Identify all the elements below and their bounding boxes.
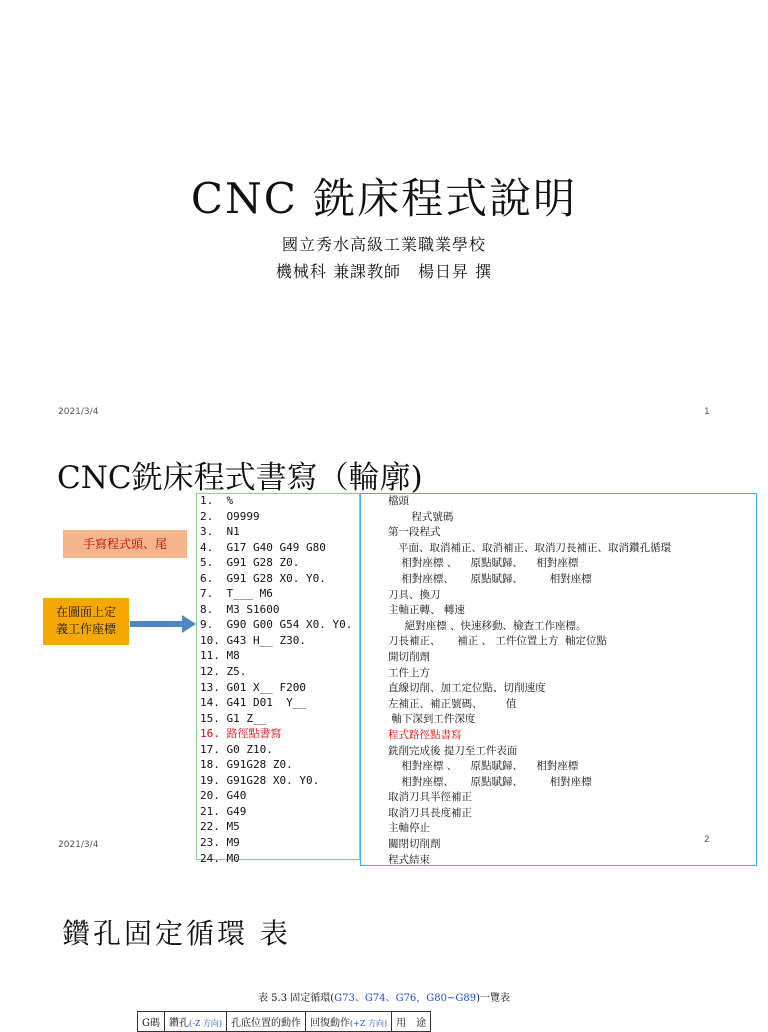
program-line: 7. T___ M6 xyxy=(200,587,273,601)
program-list xyxy=(200,493,352,866)
note-line: 第一段程式 xyxy=(388,526,441,539)
slide1-date: 2021/3/4 xyxy=(58,407,99,417)
program-line: 19. G91G28 X0. Y0. xyxy=(200,773,320,787)
slide1-author: 機械科 兼課教師 楊日昇 撰 xyxy=(275,262,493,281)
callout-program-head-tail: 手寫程式頭、尾 xyxy=(63,530,187,558)
program-line: 9. G90 G00 G54 X0. Y0. xyxy=(200,618,353,632)
note-line: 開切削劑 xyxy=(388,650,430,663)
program-line: 5. G91 G28 Z0. xyxy=(200,556,300,570)
program-line: 18. G91G28 Z0. xyxy=(200,758,293,772)
caption-suffix: )一覽表 xyxy=(476,993,511,1004)
program-line: 6. G91 G28 X0. Y0. xyxy=(200,571,326,585)
table-header-text: G碼 xyxy=(142,1018,160,1029)
program-line: 2. O9999 xyxy=(200,509,260,523)
callout-coord-line1: 在圖面上定 xyxy=(55,605,116,619)
program-line: 4. G17 G40 G49 G80 xyxy=(200,540,326,554)
note-line: 關閉切削劑 xyxy=(388,838,441,851)
callout-coord-line2: 義工作座標 xyxy=(55,622,116,636)
table-header-direction: (-Z 方向) xyxy=(189,1019,223,1028)
program-line: 13. G01 X__ F200 xyxy=(200,680,306,694)
note-line: 相對座標、 原點賦歸、 相對座標 xyxy=(388,572,592,585)
program-line: 10. G43 H__ Z30. xyxy=(200,633,306,647)
table-header-text: 用 途 xyxy=(396,1018,427,1029)
program-line: 8. M3 S1600 xyxy=(200,602,280,616)
note-line: 程式路徑點書寫 xyxy=(388,728,462,741)
table-caption xyxy=(0,989,768,1004)
note-line: 取消刀具半徑補正 xyxy=(388,791,472,804)
slide2-date: 2021/3/4 xyxy=(58,840,99,850)
table-header-cell xyxy=(306,1012,392,1032)
canned-cycle-table xyxy=(137,1011,431,1032)
note-line: 程式結束 xyxy=(388,853,430,866)
note-line: 軸下深到工件深度 xyxy=(388,713,476,726)
table-header-text: 孔底位置的動作 xyxy=(231,1018,302,1029)
table-header-text: 回復動作 xyxy=(310,1018,351,1029)
note-line: 取消刀具長度補正 xyxy=(388,806,472,819)
note-line: 銑削完成後 提刀至工件表面 xyxy=(388,744,518,757)
slide1-title: CNC 銑床程式說明 xyxy=(190,174,578,223)
note-line: 程式號碼 xyxy=(388,510,454,523)
note-line: 直線切削、加工定位點、切削速度 xyxy=(388,682,546,695)
slide1-school: 國立秀水高級工業職業學校 xyxy=(281,235,486,254)
slide2-title: CNC銑床程式書寫（輪廓) xyxy=(57,460,423,496)
program-line: 23. M9 xyxy=(200,836,240,850)
table-header-row xyxy=(138,1012,431,1032)
arrow-right-icon xyxy=(130,612,196,636)
caption-prefix: 表 5.3 固定循環( xyxy=(257,993,335,1004)
table-header-cell xyxy=(227,1012,306,1032)
note-line: 主軸正轉、 轉速 xyxy=(388,604,465,617)
program-line: 1. % xyxy=(200,494,234,507)
table-header-cell xyxy=(138,1012,165,1032)
program-line: 21. G49 xyxy=(200,804,247,818)
note-line: 相對座標 、 原點賦歸、 相對座標 xyxy=(388,760,579,773)
program-line: 16. 路徑點書寫 xyxy=(200,727,282,741)
note-line: 刀具、換刀 xyxy=(388,588,441,601)
note-line: 平面、取消補正、取消補正、取消刀長補正、取消鑽孔循環 xyxy=(388,541,672,554)
program-line: 12. Z5. xyxy=(200,665,247,679)
program-line: 17. G0 Z10. xyxy=(200,742,273,756)
note-line: 左補正、補正號碼、 值 xyxy=(388,697,517,710)
program-line: 15. G1 Z__ xyxy=(200,711,267,725)
note-line: 主軸停止 xyxy=(388,822,430,835)
table-header-cell xyxy=(165,1012,227,1032)
slide2-page-number: 2 xyxy=(704,835,710,845)
table-header-cell xyxy=(392,1012,431,1032)
table-header-direction: (+Z 方向) xyxy=(350,1019,388,1028)
note-line: 相對座標 、 原點賦歸、 相對座標 xyxy=(388,557,579,570)
note-line: 刀長補正、 補正 、 工件位置上方 軸定位點 xyxy=(388,635,608,648)
program-line: 20. G40 xyxy=(200,789,247,803)
note-line: 工件上方 xyxy=(388,666,430,679)
program-line: 14. G41 D01 Y__ xyxy=(200,696,306,710)
callout-work-coordinate xyxy=(43,598,129,645)
notes-list xyxy=(388,494,671,868)
slide1-page-number: 1 xyxy=(704,407,710,417)
program-line: 3. N1 xyxy=(200,525,240,539)
program-line: 22. M5 xyxy=(200,820,240,834)
table-header-text: 鑽孔 xyxy=(169,1018,189,1029)
program-line: 24. M0 xyxy=(200,851,240,865)
program-line: 11. M8 xyxy=(200,649,240,663)
note-line: 絕對座標 、快速移動、檢查工作座標。 xyxy=(388,619,587,632)
note-line: 檔頭 xyxy=(388,495,409,507)
slide3-title: 鑽孔固定循環 表 xyxy=(62,917,291,950)
caption-codes: G73、G74、G76，G80~G89 xyxy=(334,993,477,1004)
note-line: 相對座標、 原點賦歸、 相對座標 xyxy=(388,775,592,788)
